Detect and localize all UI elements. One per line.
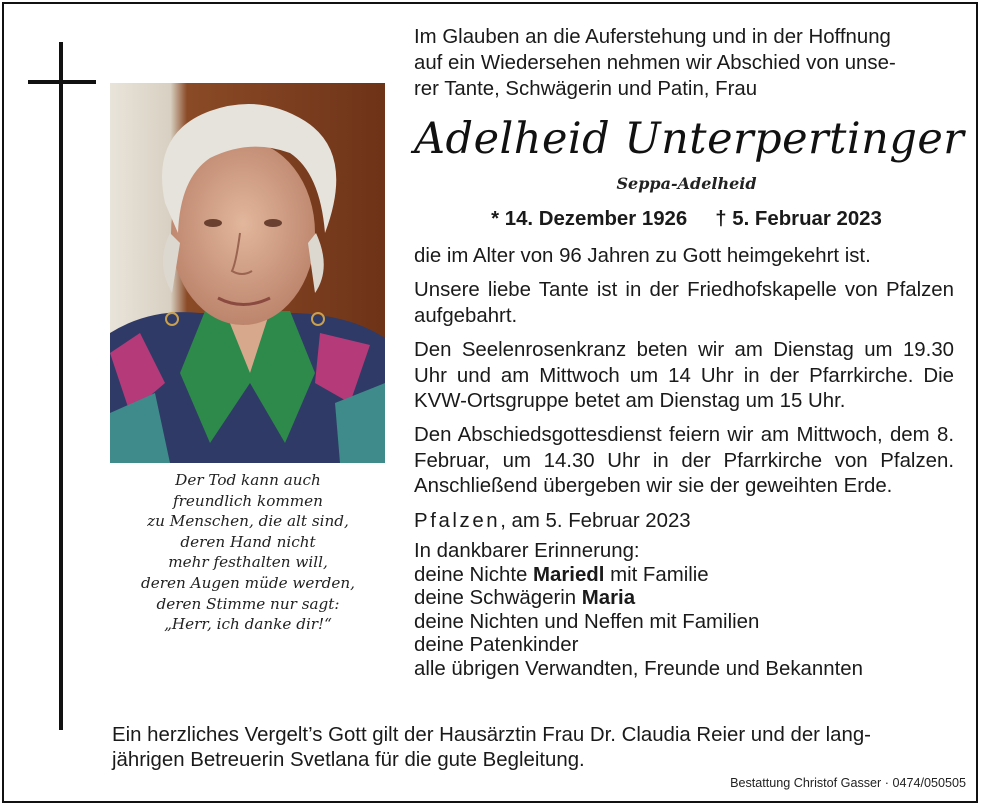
poem-line: deren Stimme nur sagt:	[156, 594, 340, 613]
portrait-photo	[110, 83, 385, 463]
poem-line: deren Augen müde werden,	[141, 573, 355, 592]
place-name: Pfalzen	[414, 509, 501, 532]
body-paragraph: die im Alter von 96 Jahren zu Gott heimgekehrt ist.	[414, 245, 871, 267]
poem-line: mehr festhalten will,	[168, 553, 328, 572]
place-date	[414, 509, 954, 534]
intro-line: Im Glauben an die Auferstehung und in der Hoffnung	[414, 26, 891, 48]
thanks-line: jährigen Betreuerin Svetlana für die gute Begleitung.	[112, 748, 585, 771]
poem	[112, 470, 384, 635]
place-date-text: , am 5. Februar 2023	[500, 509, 691, 532]
birth-date: * 14. Dezember 1926	[491, 208, 688, 230]
poem-line: zu Menschen, die alt sind,	[147, 512, 349, 531]
poem-line: deren Hand nicht	[180, 532, 316, 551]
family-list	[414, 540, 954, 682]
intro-line: rer Tante, Schwägerin und Patin, Frau	[414, 78, 758, 100]
body-paragraph: Den Abschiedsgottesdienst feiern wir am Mittwoch, dem 8. Februar, um 14.30 Uhr in der Pfarrkirche von Pfalzen. Anschließend übergeben wir sie der geweihten Erde.	[414, 424, 954, 498]
deceased-nickname: Seppa-Adelheid	[616, 174, 757, 193]
family-line: deine Schwägerin Maria	[414, 587, 636, 610]
thanks-text	[112, 723, 957, 772]
death-date: † 5. Februar 2023	[715, 208, 882, 230]
poem-line: Der Tod kann auch	[175, 471, 321, 489]
body-paragraph: Unsere liebe Tante ist in der Friedhofskapelle von Pfalzen aufgebahrt.	[414, 279, 954, 327]
family-line: alle übrigen Verwandten, Freunde und Bekannten	[414, 658, 863, 681]
family-line: deine Patenkinder	[414, 634, 579, 657]
poem-line: freundlich kommen	[173, 491, 323, 510]
family-line: deine Nichten und Neffen mit Familien	[414, 610, 760, 633]
announcement-body	[414, 244, 954, 682]
poem-line: „Herr, ich danke dir!“	[164, 615, 332, 634]
family-heading: In dankbarer Erinnerung:	[414, 540, 640, 563]
deceased-name: Adelheid Unterpertinger	[414, 114, 965, 164]
body-paragraph: Den Seelenrosenkranz beten wir am Dienstag um 19.30 Uhr und am Mittwoch um 14 Uhr in der Pfarrkirche. Die KVW-Ortsgruppe betet am Dienstag um 15 Uhr.	[414, 339, 954, 413]
undertaker-credit: Bestattung Christof Gasser · 0474/050505	[730, 776, 966, 790]
family-line: deine Nichte Mariedl mit Familie	[414, 563, 709, 586]
thanks-line: Ein herzliches Vergelt’s Gott gilt der Hausärztin Frau Dr. Claudia Reier und der lang-	[112, 724, 871, 746]
intro-line: auf ein Wiedersehen nehmen wir Abschied von unse-	[414, 52, 896, 74]
intro-text	[414, 24, 954, 102]
life-dates	[414, 208, 959, 231]
